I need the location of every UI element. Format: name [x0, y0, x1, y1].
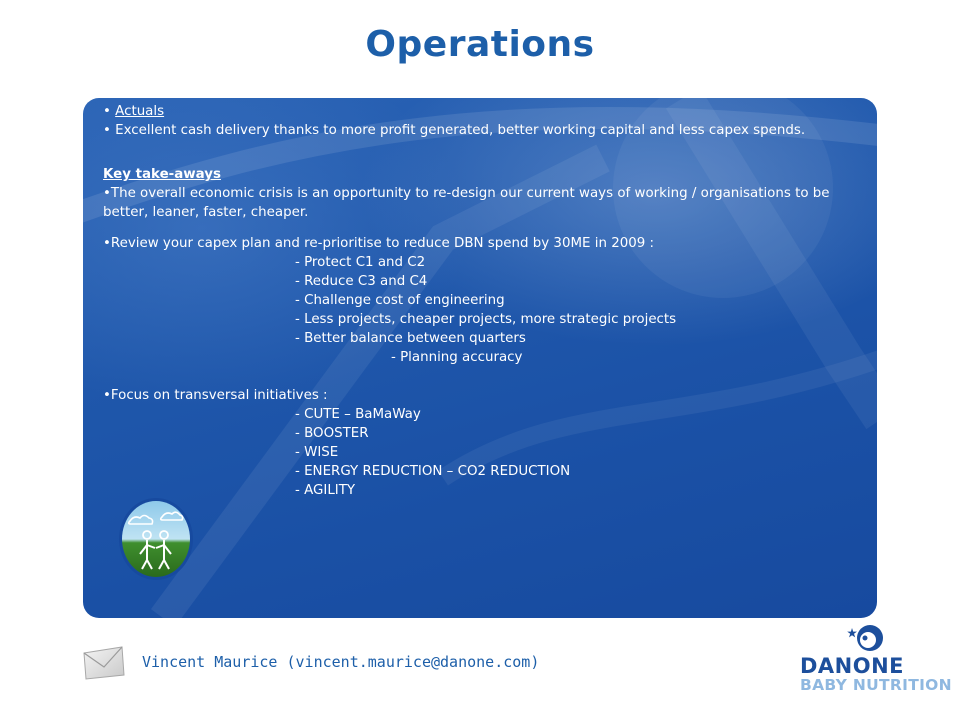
page-title: Operations: [365, 24, 595, 65]
logo-mark-icon: [846, 622, 886, 654]
danone-logo: [796, 622, 952, 698]
list-item: - Challenge cost of engineering: [295, 293, 505, 308]
logo-division: BABY NUTRITION: [800, 676, 952, 694]
capex-intro: •Review your capex plan and re-prioritise to reduce DBN spend by 30ME in 2009 :: [103, 236, 655, 251]
transversal-intro: •Focus on transversal initiatives :: [103, 388, 328, 403]
slide-body: [103, 102, 863, 500]
list-item: - AGILITY: [295, 483, 356, 498]
content-panel: [83, 98, 877, 618]
envelope-icon: [82, 645, 126, 681]
takeaways-heading: Key take-aways: [103, 167, 221, 182]
list-item: - WISE: [295, 445, 339, 460]
list-item: - Reduce C3 and C4: [295, 274, 428, 289]
list-item: - Protect C1 and C2: [295, 255, 426, 270]
crisis-bullet: •The overall economic crisis is an opportunity to re-design our current ways of working / organisations to be better, leaner, faster, cheaper.: [103, 186, 830, 220]
list-item: - BOOSTER: [295, 426, 369, 441]
list-item: - Less projects, cheaper projects, more strategic projects: [295, 312, 677, 327]
list-item: - Better balance between quarters: [295, 331, 526, 346]
actuals-heading: • Actuals: [103, 104, 165, 119]
logo-brand: DANONE: [800, 654, 905, 678]
family-badge-icon: [118, 497, 194, 581]
list-item: - CUTE – BaMaWay: [295, 407, 421, 422]
actuals-bullet: • Excellent cash delivery thanks to more profit generated, better working capital and less capex spends.: [103, 123, 806, 138]
list-subitem: - Planning accuracy: [391, 350, 523, 365]
list-item: - ENERGY REDUCTION – CO2 REDUCTION: [295, 464, 571, 479]
contact-text: Vincent Maurice (vincent.maurice@danone.com): [142, 653, 540, 671]
